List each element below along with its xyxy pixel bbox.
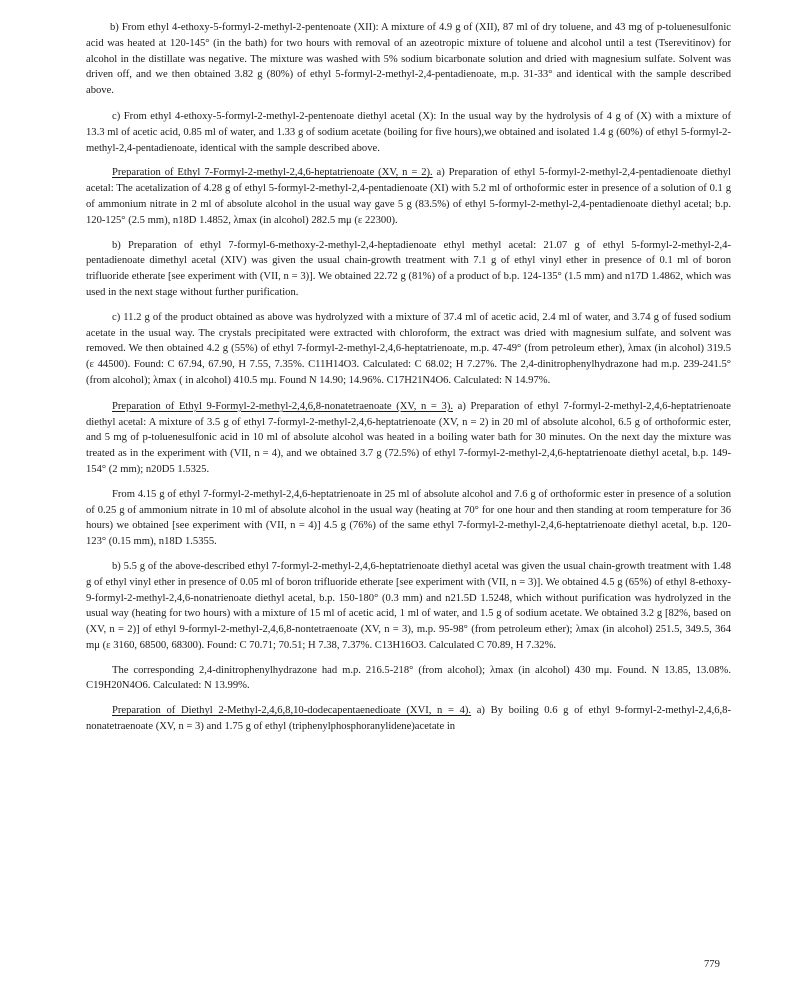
paragraph-7-text: From 4.15 g of ethyl 7-formyl-2-methyl-2,4,6-heptatrienoate in 25 ml of absolute alcohol and 7.6 g of orthoformic ester in presence of a solution of 0.25 g of ammonium nitrate in 10 ml of absolute alcohol in the usual way (heating at 70° for one hour and then standing at room temperature for 36 hours) we obtained [see experiment with (VII, n = 4)] 4.5 g (76%) of the same ethyl 7-formyl-2-methyl-2,4,6-heptatrienoate diethyl acetal, b.p. 120-123° (0.15 mm), n18D 1.5355. xyxy=(86,488,731,548)
paragraph-7 xyxy=(86,487,731,550)
page-number: 779 xyxy=(704,959,720,970)
paragraph-8-text: b) 5.5 g of the above-described ethyl 7-formyl-2-methyl-2,4,6-heptatrienoate diethyl acetal was given the usual chain-growth treatment with 1.48 g of ethyl vinyl ether in presence of 0.05 ml of boron trifluoride etherate [see experiment with (VII, n = 3)]. We obtained 4.5 g (65%) of ethyl 8-ethoxy-9-formyl-2-methyl-2,4,6-nonatrienoate diethyl acetal, b.p. 150-180° (0.3 mm) and n21.5D 1.5248, which without purification was hydrolyzed in the usual way (heating for two hours) with a mixture of 15 ml of acetic acid, 1 ml of water, and 1.5 g of sodium acetate. We obtained 3.2 g [82%, based on (XV, n = 2)] of ethyl 9-formyl-2-methyl-2,4,6,8-nontetraenoate (XV, n = 3), m.p. 95-98° (from petroleum ether); λmax (in alcohol) 251.5, 349.5, 364 mμ (ε 3160, 68500, 68300). Found: C 70.71; 70.51; H 7.38, 7.37%. C13H16O3. Calculated C 70.89, H 7.32%. xyxy=(86,560,731,651)
paragraph-8 xyxy=(86,559,731,654)
paragraph-1 xyxy=(86,20,731,99)
paragraph-6 xyxy=(86,399,731,478)
paragraph-10-text: a) By boiling 0.6 g of ethyl 9-formyl-2-methyl-2,4,6,8-nonatetraenoate (XV, n = 3) and 1.75 g of ethyl (triphenylphosphoranylidene)acetate in xyxy=(86,705,732,733)
paragraph-4 xyxy=(86,238,731,301)
paragraph-9-text: The corresponding 2,4-dinitrophenylhydrazone had m.p. 216.5-218° (from alcohol); λmax (in alcohol) 430 mμ. Found. N 13.85, 13.08%. C19H20N4O6. Calculated: N 13.99%. xyxy=(86,664,731,692)
paragraph-6-text: a) Preparation of ethyl 7-formyl-2-methyl-2,4,6-heptatrienoate diethyl acetal: A mixture of 3.5 g of ethyl 7-formyl-2-methyl-2,4,6-heptatrienoate (XV, n = 2) in 20 ml of absolute alcohol, 6.5 g of orthoformic ester, and 5 mg of p-toluenesulfonic acid in 10 ml of absolute alcohol was heated in a boiling water bath for 30 minutes. On the next day the mixture was treated as in the experiment with (VII, n = 4), and we obtained 3.7 g (72.5%) of ethyl 7-formyl-2-methyl-2,4,6-heptatrienoate diethyl acetal, b.p. 149-154° (2 mm); n20D5 1.5325. xyxy=(86,400,732,475)
paragraph-10 xyxy=(86,703,731,735)
paragraph-2-text: c) From ethyl 4-ethoxy-5-formyl-2-methyl-2-pentenoate diethyl acetal (X): In the usual way by the hydrolysis of 4 g of (X) with a mixture of 13.3 ml of acetic acid, 0.85 ml of water, and 1.33 g of sodium acetate (boiling for five hours),we obtained and isolated 1.4 g (60%) of ethyl 5-formyl-2-methyl-2,4-pentadienoate, identical with the sample described above. xyxy=(86,110,731,154)
paragraph-2 xyxy=(86,109,731,156)
paragraph-5 xyxy=(86,310,731,389)
section-heading-xv-n3: Preparation of Ethyl 9-Formyl-2-methyl-2,4,6,8-nonatetraenoate (XV, n = 3). xyxy=(112,400,454,412)
paragraph-9 xyxy=(86,663,731,695)
section-heading-xv-n2: Preparation of Ethyl 7-Formyl-2-methyl-2,4,6-heptatrienoate (XV, n = 2). xyxy=(112,167,433,179)
section-heading-xvi-n4: Preparation of Diethyl 2-Methyl-2,4,6,8,10-dodecapentaenedioate (XVI, n = 4). xyxy=(112,705,472,717)
paragraph-3-text: a) Preparation of ethyl 5-formyl-2-methyl-2,4-pentadienoate diethyl acetal: The acetalization of 4.28 g of ethyl 5-formyl-2-methyl-2,4-pentadienoate (XI) with 5.2 ml of orthoformic ester in presence of a solution of 0.1 g of ammonium nitrate in 2 ml of absolute alcohol in the usual way gave 5 g (83.5%) of ethyl 5-formyl-2-methyl-2,4-pentadienoate diethyl acetal; b.p. 120-125° (2.5 mm), n18D 1.4852, λmax (in alcohol) 282.5 mμ (ε 22300). xyxy=(86,167,731,226)
paragraph-4-text: b) Preparation of ethyl 7-formyl-6-methoxy-2-methyl-2,4-heptadienoate ethyl methyl acetal: 21.07 g of ethyl 5-formyl-2-methyl-2,4-pentadienoate dimethyl acetal (XIV) was given the usual chain-growth treatment with 7.1 g of ethyl vinyl ether in presence of 0.1 ml of boron trifluoride etherate [see experiment with (VII, n = 3)]. We obtained 22.72 g (81%) of a product of b.p. 124-135° (1.5 mm) and n17D 1.4862, which was used in the next stage without further purification. xyxy=(86,239,731,298)
paragraph-5-text: c) 11.2 g of the product obtained as above was hydrolyzed with a mixture of 37.4 ml of acetic acid, 2.4 ml of water, and 3.74 g of fused sodium acetate in the usual way. The crystals precipitated were extracted with chloroform, the extract was dried with magnesium sulfate, and solvent was removed. We then obtained 4.2 g (55%) of ethyl 7-formyl-2-methyl-2,4,6-heptatrienoate, m.p. 47-49° (from petroleum ether), λmax (in alcohol) 319.5 (ε 44500). Found: C 67.94, 67.90, H 7.55, 7.35%. C11H14O3. Calculated: C 68.02; H 7.27%. The 2,4-dinitrophenylhydrazone had m.p. 239-241.5° (from alcohol); λmax ( in alcohol) 410.5 mμ. Found N 14.90; 14.96%. C17H21N4O6. Calculated: N 14.97%. xyxy=(86,311,731,386)
paragraph-1-text: b) From ethyl 4-ethoxy-5-formyl-2-methyl-2-pentenoate (XII): A mixture of 4.9 g of (XII), 87 ml of dry toluene, and 43 mg of p-toluenesulfonic acid was heated at 120-145° (in the bath) for two hours with removal of an azeotropic mixture of toluene and alcohol until a test (Tserevitinov) for alcohol in the distillate was negative. The mixture was washed with 5% sodium bicarbonate solution and dried with magnesium sulfate. Solvent was driven off, and we then obtained 3.82 g (80%) of ethyl 5-formyl-2-methyl-2,4-pentadienoate, m.p. 31-33° and identical with the sample described above. xyxy=(86,22,731,97)
paragraph-3 xyxy=(86,165,731,228)
